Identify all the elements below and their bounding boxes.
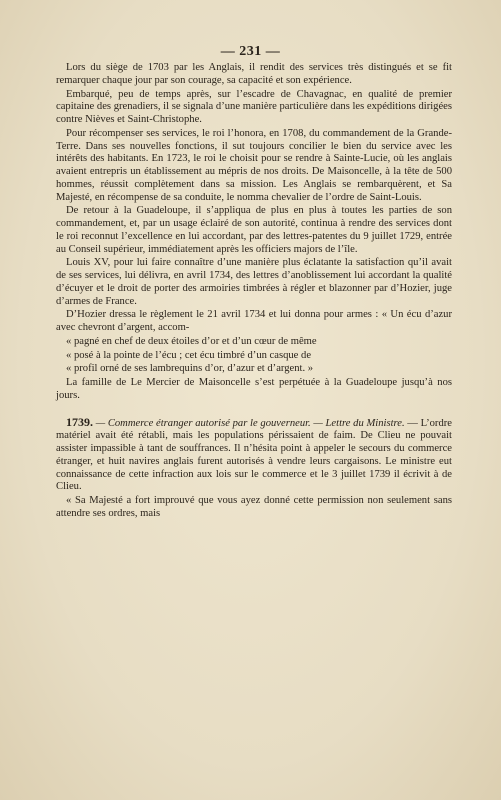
blazon-line: « posé à la pointe de l’écu ; cet écu timbré d’un casque de <box>66 349 312 361</box>
body-text <box>56 62 452 522</box>
section-year: 1739. <box>66 414 93 429</box>
blazon-line: « pagné en chef de deux étoiles d’or et d’un cœur de même <box>66 335 317 347</box>
paragraph: Embarqué, peu de temps après, sur l’escadre de Chavagnac, en qualité de premier capitaine des grenadiers, il se signala d’une manière particulière dans les expéditions dirigées contre Nièves et Saint-Christophe. <box>56 88 452 125</box>
section-entry <box>56 416 452 495</box>
letter-quote: « Sa Majesté a fort improuvé que vous ayez donné cette permission non seulement sans attendre ses ordres, mais <box>56 495 452 519</box>
blazon-line: « profil orné de ses lambrequins d’or, d’azur et d’argent. » <box>66 363 314 375</box>
section-text: — L’ordre matériel avait été rétabli, mais les populations périssaient de faim. De Clieu ne pouvait assister impassible à tant de souffrances. Il n’hésita point à appeler le secours du commerce étranger, et huit navires anglais furent autorisés à vendre leurs cargaisons. Le ministre eut connaissance de cette infraction aux lois sur le commerce et le 3 juillet 1739 il écrivit à de Clieu. <box>56 417 452 493</box>
paragraph: De retour à la Guadeloupe, il s’appliqua de plus en plus à toutes les parties de son commandement, et, par un usage éclairé de son autorité, continua à rendre des services dont le roi reconnut l’excellence en lui accordant, par des lettres-patentes du 9 juillet 1729, entrée au Conseil supérieur, immédiatement après les officiers majors de l’île. <box>56 205 452 255</box>
section-heading: — Commerce étranger autorisé par le gouverneur. — Lettre du Ministre. <box>95 417 405 429</box>
page-number: — 231 — <box>220 44 281 59</box>
paragraph: Lors du siège de 1703 par les Anglais, il rendit des services très distingués et se fit remarquer chaque jour par son courage, sa capacité et son expérience. <box>56 62 452 86</box>
paragraph: La famille de Le Mercier de Maisoncelle s’est perpétuée à la Guadeloupe jusqu’à nos jours. <box>56 377 452 401</box>
paragraph: D’Hozier dressa le règlement le 21 avril 1734 et lui donna pour armes : « Un écu d’azur avec chevront d’argent, accom- <box>56 309 452 333</box>
paragraph: Pour récompenser ses services, le roi l’honora, en 1708, du commandement de la Grande-Terre. Dans ses nouvelles fonctions, il sut toujours concilier le bien du service avec les intérêts des habitants. En 1723, le roi le choisit pour se rendre à Sainte-Lucie, où les anglais avaient entrepris un établissement au mépris de nos droits. De Maisoncelle, à la tête de 500 hommes, réussit complètement dans sa mission. Les Anglais se rembarquèrent, et Sa Majesté, en récompense de sa conduite, le nomma chevalier de l’ordre de Saint-Louis. <box>56 127 452 203</box>
paragraph: Louis XV, pour lui faire connaître d’une manière plus éclatante la satisfaction qu’il avait de ses services, lui délivra, en avril 1734, des lettres d’anoblissement lui accordant la qualité d’écuyer et le droit de porter des armoiries timbrées à régler et blazonner par d’Hozier, juge d’armes de France. <box>56 257 452 307</box>
